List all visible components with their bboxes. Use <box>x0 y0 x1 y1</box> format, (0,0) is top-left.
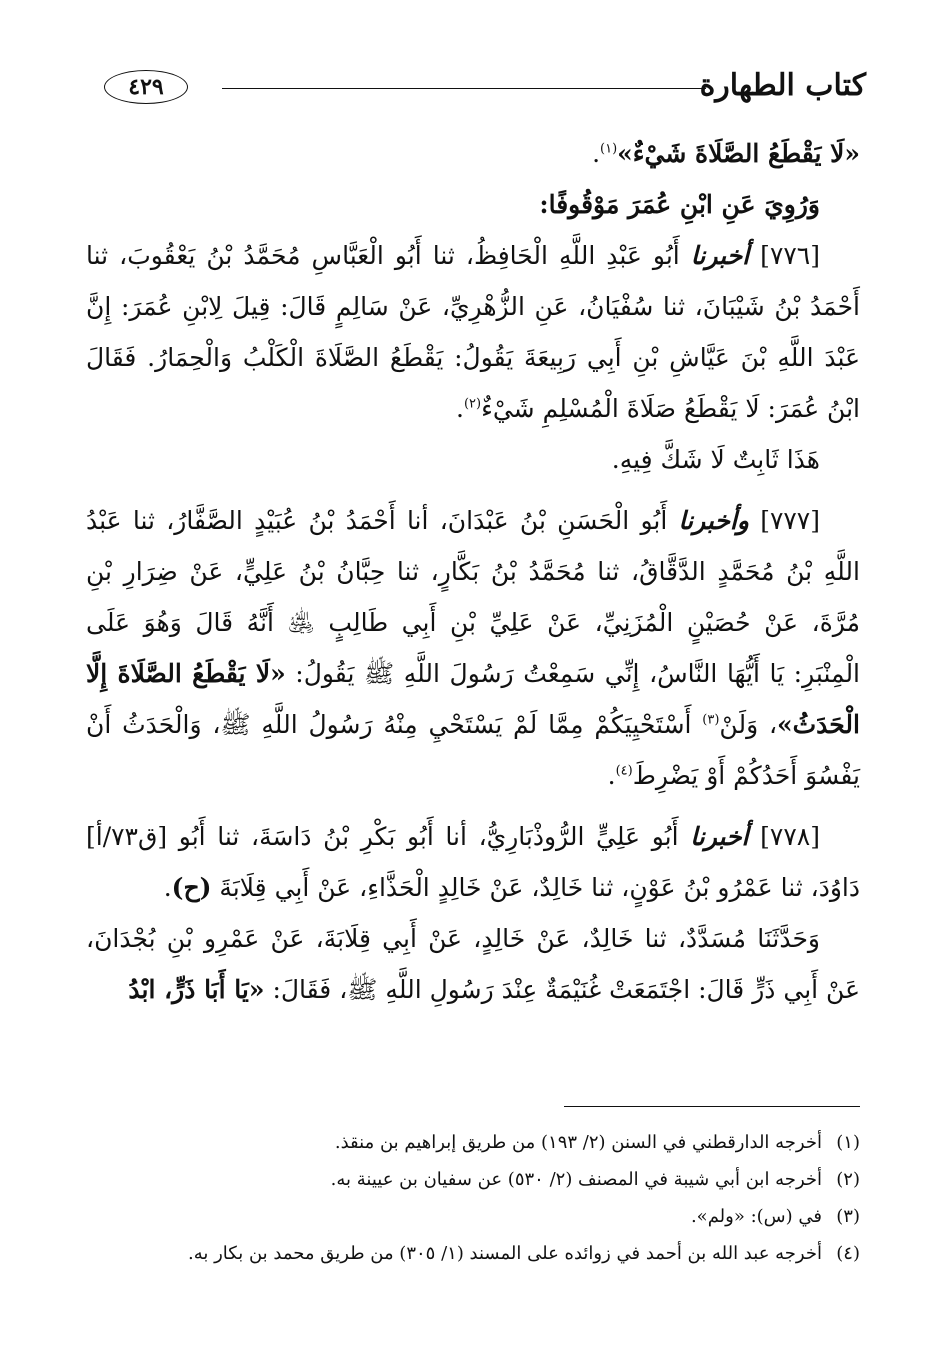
hadith-text: أَسْتَحْيِيَكُمْ مِمَّا لَمْ يَسْتَحْيِ مِنْهُ رَسُولُ اللَّهِ ﷺ، وَالْحَدَثُ أَنْ يَفْسُوَ أَحَدُكُمْ أَوْ يَضْرِطَ <box>86 710 860 790</box>
punctuation: . <box>592 139 601 168</box>
hadith-quote: «لَا يَقْطَعُ الصَّلَاةَ شَيْءٌ» <box>617 139 860 168</box>
hadith-text: وَحَدَّثَنَا مُسَدَّدٌ، ثنا خَالِدٌ، عَنْ خَالِدٍ، عَنْ أَبِي قِلَابَةَ، عَنْ عَمْرِو بْنِ بُجْدَانَ، عَنْ أَبِي ذَرٍّ قَالَ: اجْتَمَعَتْ غُنَيْمَةٌ عِنْدَ رَسُولِ اللَّهِ ﷺ، فَقَالَ: <box>86 924 860 1004</box>
hadith-lead-word: أخبرنا <box>690 241 750 270</box>
hadith-lead-word: أخبرنا <box>690 822 749 851</box>
hadith-number: [٧٧٨] <box>760 822 820 851</box>
footnote-label: (١) <box>836 1132 860 1153</box>
footnote-1 <box>120 1124 860 1161</box>
hadith-quote: «لَا يَقْطَعُ الصَّلَاةَ إِلَّا الْحَدَثُ» <box>86 659 860 739</box>
paragraph-mawquf: وَرُوِيَ عَنِ ابْنِ عُمَرَ مَوْقُوفًا: <box>539 190 820 219</box>
footnote-text: أخرجه عبد الله بن أحمد في زوائده على المسند (١/ ٣٠٥) من طريق محمد بن بكار به. <box>188 1243 822 1264</box>
footnote-ref: (١) <box>600 141 618 157</box>
footnote-4 <box>120 1235 860 1272</box>
footnote-ref: (٢) <box>463 396 482 412</box>
footnote-text: أخرجه ابن أبي شيبة في المصنف (٢/ ٥٣٠) عن سفيان بن عيينة به. <box>330 1169 822 1190</box>
page-header <box>104 62 866 112</box>
folio-marker: [ق٧٣/أ] <box>86 822 168 851</box>
punctuation: . <box>163 873 172 902</box>
footnote-3 <box>120 1198 860 1235</box>
hadith-778 <box>86 811 860 913</box>
hadith-text: أَبُو عَبْدِ اللَّهِ الْحَافِظُ، ثنا أَبُو الْعَبَّاسِ مُحَمَّدُ بْنُ يَعْقُوبَ، ثنا أَحْمَدُ بْنُ شَيْبَانَ، ثنا سُفْيَانُ، عَنِ الزُّهْرِيِّ، عَنْ سَالِمٍ قَالَ: قِيلَ لِابْنِ عُمَرَ: إِنَّ عَبْدَ اللَّهِ بْنَ عَيَّاشِ بْنِ أَبِي رَبِيعَةَ يَقُولُ: يَقْطَعُ الصَّلَاةَ الْكَلْبُ وَالْحِمَارُ. فَقَالَ ابْنُ عُمَرَ: لَا يَقْطَعُ صَلَاةَ الْمُسْلِمِ شَيْءٌ <box>86 241 860 423</box>
hadith-776 <box>86 230 860 434</box>
footnote-label: (٢) <box>836 1169 860 1190</box>
hadith-text: ، وَلَنْ <box>719 710 778 739</box>
footnote-label: (٤) <box>836 1243 860 1264</box>
punctuation: . <box>456 394 464 423</box>
main-text <box>86 128 860 1015</box>
hadith-text: أَبُو الْحَسَنِ بْنُ عَبْدَانَ، أنا أَحْمَدُ بْنُ عُبَيْدٍ الصَّفَّارُ، ثنا عَبْدُ اللَّهِ بْنُ مُحَمَّدٍ الدَّقَّاقُ، ثنا مُحَمَّدُ بْنُ بَكَّارٍ، ثنا حِبَّانُ بْنُ عَلِيٍّ، عَنْ ضِرَارِ بْنِ مُرَّةَ، عَنْ حُصَيْنٍ الْمُزَنِيِّ، عَنْ عَلِيِّ بْنِ أَبِي طَالِبٍ ﵁ أَنَّهُ قَالَ وَهُوَ عَلَى الْمِنْبَرِ: يَا أَيُّهَا النَّاسُ، إِنِّي سَمِعْتُ رَسُولَ اللَّهِ ﷺ يَقُولُ: <box>86 506 861 688</box>
hadith-number: [٧٧٧] <box>760 506 821 535</box>
tahwil-marker: (ح) <box>171 873 212 902</box>
footnote-text: أخرجه الدارقطني في السنن (٢/ ١٩٣) من طريق إبراهيم بن منقذ. <box>334 1132 822 1153</box>
footnote-text: في (س): «ولم». <box>690 1206 822 1227</box>
hadith-quote: «يَا أَبَا ذَرٍّ، ابْدُ <box>128 975 265 1004</box>
hadith-text: دَاوُدَ، ثنا عَمْرُو بْنُ عَوْنٍ، ثنا خَالِدٌ، عَنْ خَالِدٍ الْحَذَّاءِ، عَنْ أَبِي قِلَابَةَ <box>219 873 860 902</box>
header-rule <box>222 88 706 89</box>
page-number: ٤٢٩ <box>104 70 188 104</box>
footnote-label: (٣) <box>836 1206 860 1227</box>
hadith-777 <box>86 495 860 801</box>
paragraph-thabit: هَذَا ثَابِتٌ لَا شَكَّ فِيهِ. <box>611 445 820 474</box>
paragraph-quote <box>86 128 860 179</box>
footnotes <box>120 1124 860 1272</box>
footnote-ref: (٤) <box>615 763 633 779</box>
hadith-text: أَبُو عَلِيٍّ الرُّوذْبَارِيُّ، أنا أَبُو بَكْرِ بْنُ دَاسَةَ، ثنا أَبُو <box>178 822 679 851</box>
punctuation: . <box>607 761 616 790</box>
book-title: كتاب الطهارة <box>699 68 866 103</box>
footnote-separator <box>564 1106 860 1107</box>
hadith-lead-word: وأخبرنا <box>678 506 749 535</box>
footnote-ref: (٣) <box>702 712 720 728</box>
footnote-2 <box>120 1161 860 1198</box>
paragraph-musaddad <box>86 913 860 1015</box>
hadith-number: [٧٧٦] <box>760 241 820 270</box>
